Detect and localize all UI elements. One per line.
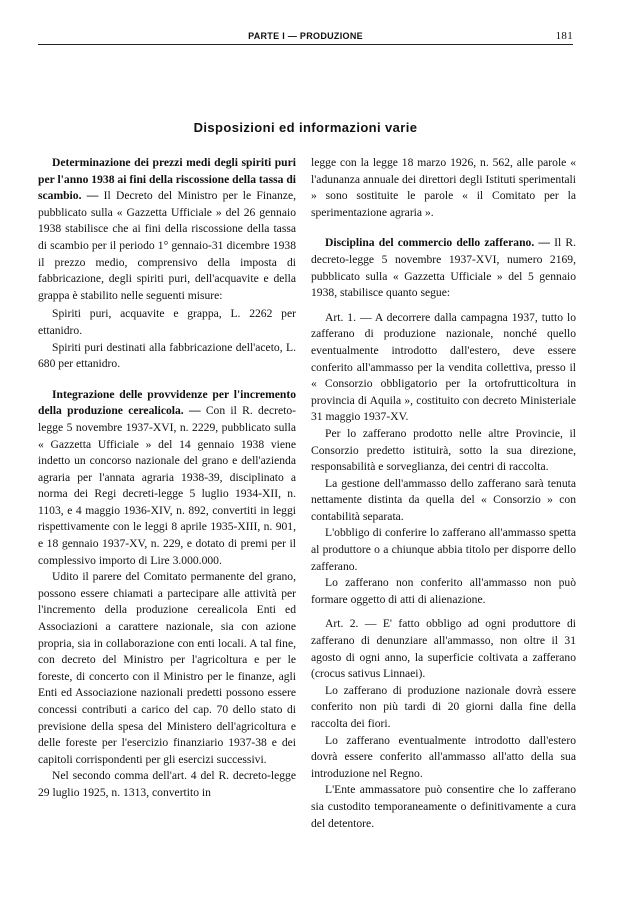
left-column xyxy=(38,155,296,802)
right-column xyxy=(311,155,576,832)
article-cereal-production xyxy=(38,387,296,570)
price-item: Spiriti puri destinati alla fabbricazione dell'aceto, L. 680 per ettanidro. xyxy=(38,340,296,371)
paragraph: Lo zafferano eventualmente introdotto dall'estero dovrà essere conferito all'ammasso all'atto della sua introduzione nel Regno. xyxy=(311,733,576,780)
price-item: Spiriti puri, acquavite e grappa, L. 2262 per ettanidro. xyxy=(38,307,296,337)
article-saffron-trade xyxy=(311,235,576,301)
paragraph: L'Ente ammassatore può consentire che lo zafferano sia custodito temporaneamente o definitivamente a cura del detentore. xyxy=(311,783,576,830)
article-1: Art. 1. — A decorrere dalla campagna 1937, tutto lo zafferano di produzione nazionale, nonché quello eventualmente introdotto dall'estero, deve essere conferito all'ammasso per la vendita collettiva, presso il « Consorzio obbligatorio per la ortofrutticoltura in provincia di Aquila », costituito con decreto Ministeriale 31 maggio 1937-XV. xyxy=(311,310,576,424)
header-rule xyxy=(38,44,573,45)
section-title: Disposizioni ed informazioni varie xyxy=(193,120,418,135)
paragraph: Nel secondo comma dell'art. 4 del R. decreto-legge 29 luglio 1925, n. 1313, convertito in xyxy=(38,769,296,799)
paragraph: La gestione dell'ammasso dello zafferano sarà tenuta nettamente distinta da quella del « Consorzio » con contabilità separata. xyxy=(311,476,576,523)
paragraph: Lo zafferano di produzione nazionale dovrà essere conferito non più tardi di 20 giorni dalla fine della raccolta dei fiori. xyxy=(311,683,576,730)
running-title: PARTE I — PRODUZIONE xyxy=(248,31,363,41)
article-heading: Disciplina del commercio dello zafferano. — xyxy=(325,236,550,250)
paragraph: Per lo zafferano prodotto nelle altre Provincie, il Consorzio predetto istituirà, sotto la sua direzione, responsabilità e sorveglianza, dei centri di raccolta. xyxy=(311,426,576,474)
article-body: Il R. decreto-legge 5 novembre 1937-XVI, numero 2169, pubblicato sulla « Gazzetta Ufficiale » del 5 gennaio 1938, stabilisce quanto segue: xyxy=(311,236,576,300)
article-cereal-spirits-prices xyxy=(38,155,296,304)
paragraph: Lo zafferano non conferito all'ammasso non può formare oggetto di atti di alienazione. xyxy=(311,576,576,606)
page-number: 181 xyxy=(555,30,573,42)
paragraph-continued: legge con la legge 18 marzo 1926, n. 562, alle parole « l'adunanza annuale dei direttori degli Istituti sperimentali » sono sostituite le parole « il Comitato per la sperimentazione agraria ». xyxy=(311,156,576,219)
article-body: Con il R. decreto-legge 5 novembre 1937-XVI, n. 2229, pubblicato sulla « Gazzetta Ufficiale » del 14 gennaio 1938 viene indetto un concorso nazionale del grano e dell'azienda agraria per l'annata agraria 1938-39, disciplinato a norma dei Regi decreti-legge 5 luglio 1934-XII, n. 1103, e 4 maggio 1936-XIV, n. 892, convertiti in leggi rispettivamente con le leggi 8 aprile 1935-XIII, n. 901, e 18 gennaio 1937-XV, n. 229, e dotato di premi per il complessivo importo di Lire 3.000.000. xyxy=(38,404,297,567)
article-heading: Integrazione delle provvidenze per l'incremento della produzione cerealicola. — xyxy=(38,387,296,418)
article-heading: Determinazione dei prezzi medi degli spiriti puri per l'anno 1938 ai fini della riscossione della tassa di scambio. — xyxy=(38,156,296,203)
paragraph: L'obbligo di conferire lo zafferano all'ammasso spetta al produttore o a chiunque abbia titolo per disporre dello zafferano. xyxy=(311,526,576,573)
article-2: Art. 2. — E' fatto obbligo ad ogni produttore di zafferano di denunziare all'ammasso, non oltre il 31 agosto di ogni anno, la superficie coltivata a zafferano (crocus sativus Linnaei). xyxy=(311,617,576,681)
paragraph: Udito il parere del Comitato permanente del grano, possono essere chiamati a partecipare alle attività per l'incremento della produzione cerealicola Enti ed Associazioni a carattere nazionale, sia con azione propria, sia in collaborazione con enti locali. A tal fine, con decreto del Ministro per l'agricoltura e per le foreste, di concerto con il Ministro per le finanze, agli Enti ed Associazione nazionali predetti possono essere concessi contributi a carico del cap. 70 dello stato di previsione della spesa del Ministero dell'agricoltura e delle foreste per l'esercizio finanziario 1937-38 e dei capitoli corrispondenti per gli esercizi successivi. xyxy=(38,570,296,766)
article-body: Il Decreto del Ministro per le Finanze, pubblicato sulla « Gazzetta Ufficiale » del 26 gennaio 1938 stabilisce che ai fini della riscossione della tassa di scambio per il periodo 1° gennaio-31 dicembre 1938 il prezzo medio, comprensivo della imposta di fabbricazione, degli spiriti puri, dell'acquavite e della grappa è stabilito nelle seguenti misure: xyxy=(38,189,296,302)
